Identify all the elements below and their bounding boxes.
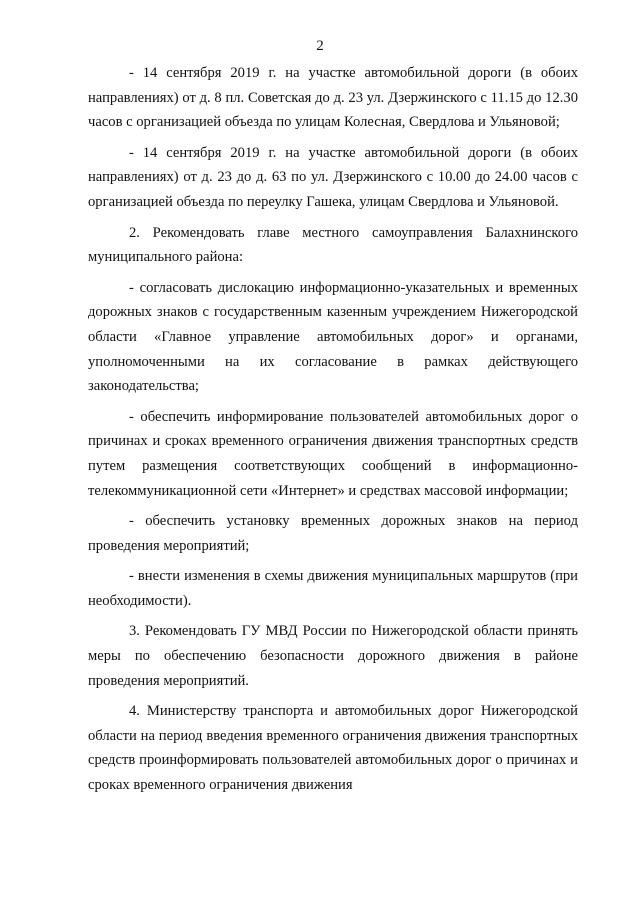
paragraph-item-2-inform-users: - обеспечить информирование пользователей автомобильных дорог о причинах и сроках временного ограничения движения транспортных средств путем размещения соответствующих сообщений в информационно-телекоммуникационной сети «Интернет» и средствах массовой информации;: [88, 408, 578, 499]
paragraph-item-2-agree-signs: - согласовать дислокацию информационно-указательных и временных дорожных знаков с государственным казенным учреждением Нижегородской области «Главное управление автомобильных дорог» и органами, уполномоченными на их согласование в рамках действующего законодательства;: [88, 279, 578, 395]
paragraph-item-2-route-changes: - внести изменения в схемы движения муниципальных маршрутов (при необходимости).: [88, 568, 578, 609]
paragraph-detour-1: - 14 сентября 2019 г. на участке автомобильной дороги (в обоих направлениях) от д. 8 пл. Советская до д. 23 ул. Дзержинского с 11.15 до 12.30 часов с организацией объезда по улицам Колесная, Свердлова и Ульяновой;: [88, 65, 578, 131]
page-number: 2: [316, 38, 324, 54]
paragraph-item-3: 3. Рекомендовать ГУ МВД России по Нижегородской области принять меры по обеспечению безопасности дорожного движения в районе проведения мероприятий.: [88, 623, 578, 689]
paragraph-detour-2: - 14 сентября 2019 г. на участке автомобильной дороги (в обоих направлениях) от д. 23 до д. 63 по ул. Дзержинского с 10.00 до 24.00 часов с организацией объезда по переулку Гашека, улицам Свердлова и Ульяновой.: [88, 144, 578, 210]
paragraph-item-2: 2. Рекомендовать главе местного самоуправления Балахнинского муниципального района:: [88, 224, 578, 266]
paragraph-item-4: 4. Министерству транспорта и автомобильных дорог Нижегородской области на период введения временного ограничения движения транспортных средств проинформировать пользователей автомобильных дорог о причинах и сроках временного ограничения движения: [88, 703, 578, 794]
paragraph-item-2-install-signs: - обеспечить установку временных дорожных знаков на период проведения мероприятий;: [88, 513, 578, 554]
document-body: [88, 61, 578, 804]
